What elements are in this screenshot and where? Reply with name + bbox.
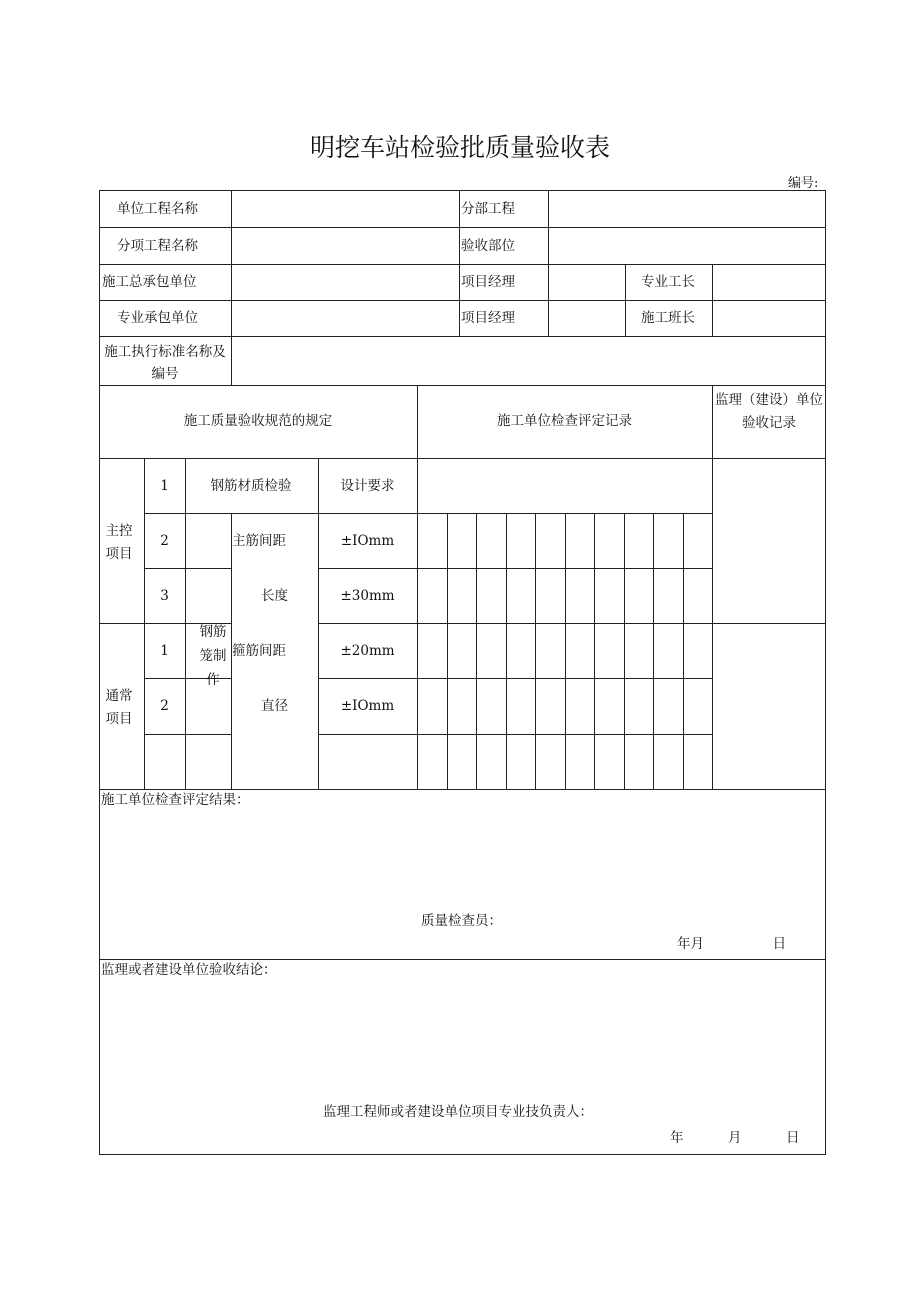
construction-result-label: 施工单位检查评定结果： [101, 792, 250, 808]
supervision-date-year: 年 [670, 1130, 684, 1146]
general-item-2-number: 2 [160, 698, 169, 714]
item-2-requirement: ±IOmm [340, 533, 395, 549]
project-manager-label: 项目经理 [461, 274, 515, 290]
item-2-name: 主筋间距 [232, 533, 286, 549]
supervision-signer-label: 监理工程师或者建设单位项目专业技负责人： [323, 1104, 593, 1120]
item-project-name-label: 分项工程名称 [117, 238, 198, 254]
general-item-2-requirement: ±IOmm [340, 698, 395, 714]
general-item-1-number: 1 [160, 643, 169, 659]
quality-inspector-label: 质量检查员： [421, 913, 502, 929]
item-1-name: 钢筋材质检验 [210, 478, 292, 494]
main-control-group-label: 主控项目 [105, 523, 133, 562]
item-3-requirement: ±30mm [340, 588, 395, 604]
standard-name-label: 施工执行标准名称及编号 [104, 344, 226, 382]
general-item-1-name: 箍筋间距 [232, 643, 286, 659]
item-1-number: 1 [160, 478, 169, 494]
supervision-date-month: 月 [728, 1130, 742, 1146]
sub-project-label: 分部工程 [461, 201, 515, 217]
spec-column-header: 施工质量验收规范的规定 [183, 413, 333, 429]
specialist-foreman-label: 专业工长 [641, 274, 695, 290]
page-title: 明挖车站检验批质量验收表 [309, 133, 610, 162]
general-item-2-name: 直径 [261, 698, 288, 714]
acceptance-part-label: 验收部位 [461, 238, 515, 254]
supervision-column-header: 监理（建设）单位验收记录 [715, 392, 823, 431]
item-3-name: 长度 [261, 588, 288, 604]
record-column-header: 施工单位检查评定记录 [497, 413, 632, 429]
project-manager-label-2: 项目经理 [461, 310, 515, 326]
unit-project-name-label: 单位工程名称 [117, 201, 198, 217]
supervision-conclusion-label: 监理或者建设单位验收结论： [101, 962, 277, 978]
item-1-requirement: 设计要求 [340, 478, 395, 494]
item-2-number: 2 [160, 533, 169, 549]
construction-date-label: 年月 日 [677, 936, 787, 952]
item-3-number: 3 [160, 588, 169, 604]
general-contractor-label: 施工总承包单位 [102, 274, 197, 290]
special-contractor-label: 专业承包单位 [117, 310, 198, 326]
supervision-date-day: 日 [786, 1130, 800, 1146]
general-item-group-label: 通常项目 [105, 688, 133, 727]
inspection-form-table [99, 190, 826, 1155]
serial-number-label: 编号: [788, 176, 819, 191]
general-item-1-requirement: ±20mm [340, 643, 395, 659]
team-leader-label: 施工班长 [641, 310, 695, 326]
cage-fabrication-label: 钢筋笼制作 [199, 624, 227, 688]
